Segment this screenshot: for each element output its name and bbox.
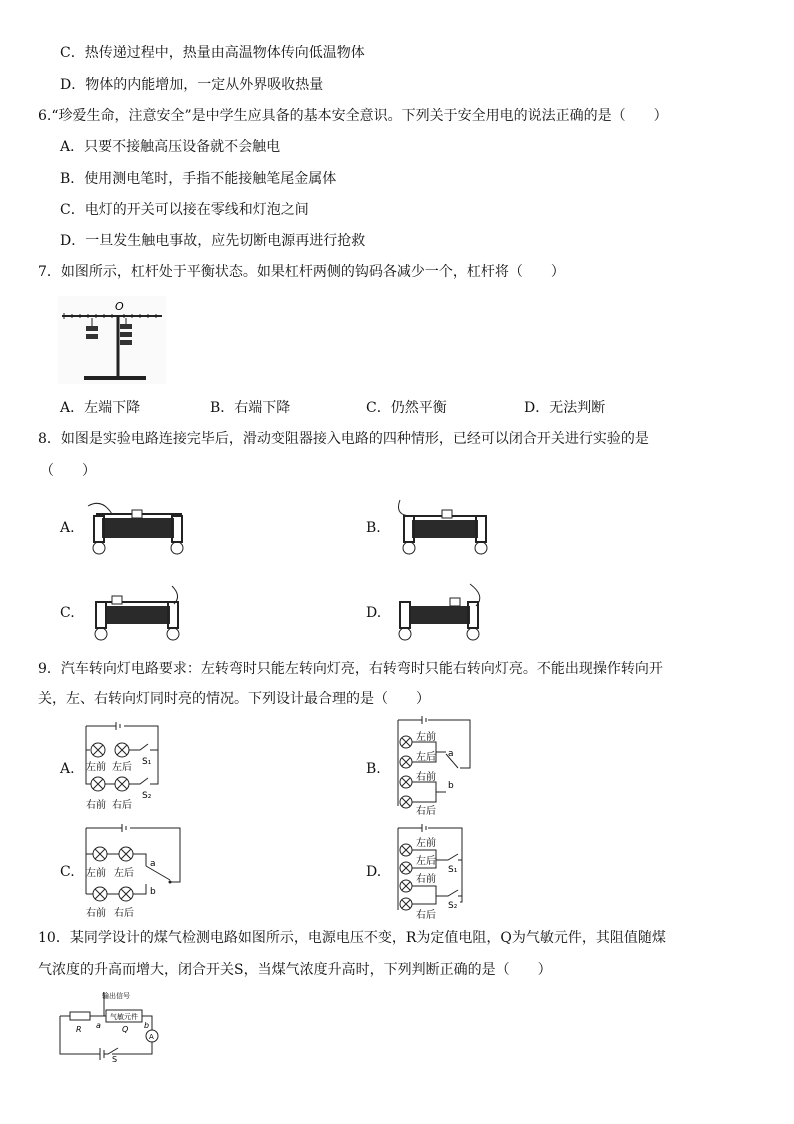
svg-text:左后: 左后 [416, 856, 436, 867]
q5-option-d: D．物体的内能增加，一定从外界吸收热量 [60, 77, 324, 93]
q7-stem: 7．如图所示，杠杆处于平衡状态。如果杠杆两侧的钩码各减少一个，杠杆将（ ） [38, 264, 565, 280]
svg-text:左前: 左前 [86, 868, 106, 879]
q8-label-a: A. [60, 520, 75, 536]
svg-text:S₁: S₁ [448, 865, 458, 875]
q6-option-d: D．一旦发生触电事故，应先切断电源再进行抢救 [60, 233, 366, 249]
q9-label-c: C. [60, 864, 75, 880]
q7-option-a: A．左端下降 [60, 400, 141, 416]
svg-text:右后: 右后 [416, 910, 436, 920]
svg-text:左后: 左后 [114, 868, 134, 879]
svg-text:输出信号: 输出信号 [102, 992, 130, 1000]
rheostat-figure-d [390, 582, 490, 644]
svg-text:右前: 右前 [86, 800, 106, 811]
svg-text:S₂: S₂ [448, 901, 458, 911]
svg-text:右后: 右后 [114, 908, 134, 919]
q7-option-c: C．仍然平衡 [366, 400, 447, 416]
gas-detector-circuit [56, 988, 166, 1062]
svg-text:左后: 左后 [416, 752, 436, 763]
rheostat-figure-b [390, 496, 494, 558]
lever-figure [58, 296, 166, 384]
svg-text:气敏元件: 气敏元件 [110, 1013, 138, 1021]
rheostat-figure-a [82, 496, 194, 558]
turn-signal-circuit-d [392, 822, 476, 920]
turn-signal-circuit-a [82, 720, 164, 812]
svg-text:S₁: S₁ [142, 757, 152, 767]
q8-label-b: B. [366, 520, 381, 536]
svg-text:左前: 左前 [416, 838, 436, 849]
svg-text:左前: 左前 [86, 762, 106, 773]
q6-option-b: B．使用测电笔时，手指不能接触笔尾金属体 [60, 171, 337, 187]
q10-stem-line1: 10．某同学设计的煤气检测电路如图所示，电源电压不变，R为定值电阻，Q为气敏元件，其阻值随煤 [38, 930, 666, 946]
svg-text:右前: 右前 [86, 908, 106, 919]
fulcrum-label: O [115, 300, 124, 313]
q9-stem-line2: 关，左、右转向灯同时亮的情况。下列设计最合理的是（ ） [38, 691, 430, 707]
svg-text:右后: 右后 [416, 806, 436, 817]
q6-option-c: C．电灯的开关可以接在零线和灯泡之间 [60, 202, 309, 218]
turn-signal-circuit-b [392, 714, 476, 818]
q9-label-a: A. [60, 761, 75, 777]
svg-text:S: S [112, 1055, 118, 1062]
svg-text:右后: 右后 [112, 800, 132, 811]
q7-option-b: B．右端下降 [210, 400, 291, 416]
svg-text:b: b [144, 1021, 150, 1030]
q5-option-c: C．热传递过程中，热量由高温物体传向低温物体 [60, 45, 365, 61]
q9-label-b: B. [366, 761, 381, 777]
svg-text:右前: 右前 [416, 874, 436, 885]
q8-stem-line1: 8．如图是实验电路连接完毕后，滑动变阻器接入电路的四种情形，已经可以闭合开关进行实验的是 [38, 431, 649, 447]
q8-stem-line2: （ ） [40, 463, 96, 479]
svg-text:a: a [150, 859, 156, 869]
q6-stem: 6.“珍爱生命，注意安全”是中学生应具备的基本安全意识。下列关于安全用电的说法正确的是（ ） [38, 108, 668, 124]
svg-text:a: a [448, 749, 454, 759]
q8-label-c: C. [60, 605, 75, 621]
q8-label-d: D. [366, 605, 382, 621]
q9-stem-line1: 9．汽车转向灯电路要求：左转弯时只能左转向灯亮，右转弯时只能右转向灯亮。不能出现操作转向开 [38, 661, 663, 677]
svg-text:a: a [96, 1021, 101, 1030]
q9-label-d: D. [366, 864, 382, 880]
rheostat-figure-c [82, 582, 186, 644]
turn-signal-circuit-c [82, 822, 186, 920]
svg-text:左后: 左后 [112, 762, 132, 773]
svg-text:b: b [448, 781, 454, 791]
svg-text:b: b [150, 887, 156, 897]
svg-text:R: R [76, 1025, 82, 1034]
q10-stem-line2: 气浓度的升高而增大，闭合开关S，当煤气浓度升高时，下列判断正确的是（ ） [38, 962, 552, 978]
svg-text:左前: 左前 [416, 732, 436, 743]
q6-option-a: A．只要不接触高压设备就不会触电 [60, 139, 281, 155]
q7-option-d: D．无法判断 [524, 400, 606, 416]
svg-text:Q: Q [122, 1025, 129, 1034]
svg-text:右前: 右前 [416, 772, 436, 783]
svg-text:S₂: S₂ [142, 791, 152, 801]
svg-text:A: A [149, 1033, 154, 1041]
